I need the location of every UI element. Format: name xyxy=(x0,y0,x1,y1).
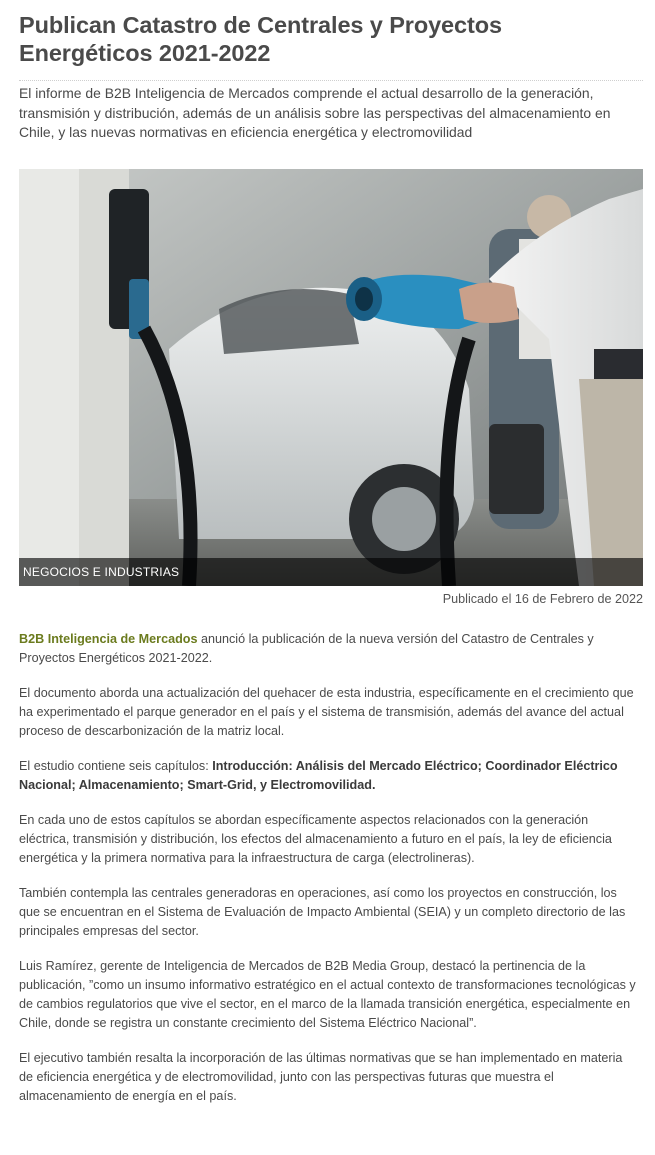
article-body xyxy=(19,630,637,1122)
paragraph-4: En cada uno de estos capítulos se abordan específicamente aspectos relacionados con la generación eléctrica, transmisión y distribución, los efectos del almacenamiento a futuro en el país, la ley de eficiencia energética y la primera normativa para la infraestructura de carga (electrolineras). xyxy=(19,813,612,865)
chapter-list: Introducción: Análisis del Mercado Eléctrico; Coordinador Eléctrico Nacional; Almacenamiento; Smart-Grid, y Electromovilidad. xyxy=(19,759,618,792)
category-bar xyxy=(19,558,643,586)
title-divider xyxy=(19,80,643,81)
paragraph-1-text: anunció la publicación de la nueva versión del Catastro de Centrales y Proyectos Energéticos 2021-2022. xyxy=(19,632,594,665)
category-label[interactable]: NEGOCIOS E INDUSTRIAS xyxy=(23,565,180,579)
paragraph-3-intro: El estudio contiene seis capítulos: xyxy=(19,759,213,773)
paragraph-7: El ejecutivo también resalta la incorporación de las últimas normativas que se han implementado en materia de eficiencia energética y de electromovilidad, junto con las perspectivas futuras que muestra el almacenamiento de energía en el país. xyxy=(19,1051,623,1103)
company-link[interactable]: B2B Inteligencia de Mercados xyxy=(19,632,198,646)
article-title: Publican Catastro de Centrales y Proyectos Energéticos 2021-2022 xyxy=(19,12,502,66)
paragraph-1 xyxy=(19,630,637,668)
article-lead: El informe de B2B Inteligencia de Mercados comprende el actual desarrollo de la generación, transmisión y distribución, además de un análisis sobre las perspectivas del almacenamiento en Chile, y las nuevas normativas en eficiencia energética y electromovilidad xyxy=(19,85,611,140)
publish-date: Publicado el 16 de Febrero de 2022 xyxy=(442,592,643,606)
paragraph-2: El documento aborda una actualización del quehacer de esta industria, específicamente en el crecimiento que ha experimentado el parque generador en el país y el sistema de transmisión, además del avance del actual proceso de descarbonización de la matriz local. xyxy=(19,686,634,738)
hero-image xyxy=(19,169,643,586)
paragraph-5: También contempla las centrales generadoras en operaciones, así como los proyectos en construcción, los que se encuentran en el Sistema de Evaluación de Impacto Ambiental (SEIA) y un completo directorio de las principales empresas del sector. xyxy=(19,886,626,938)
paragraph-6: Luis Ramírez, gerente de Inteligencia de Mercados de B2B Media Group, destacó la pertinencia de la publicación, ”como un insumo informativo estratégico en el actual contexto de transformaciones tecnológicas y de cambios regulatorios que vive el sector, en el marco de la llamada transición energética, especialmente en Chile, donde se registra un constante crecimiento del Sistema Eléctrico Nacional”. xyxy=(19,959,636,1030)
ev-charging-photo xyxy=(19,169,643,586)
paragraph-3 xyxy=(19,757,637,795)
